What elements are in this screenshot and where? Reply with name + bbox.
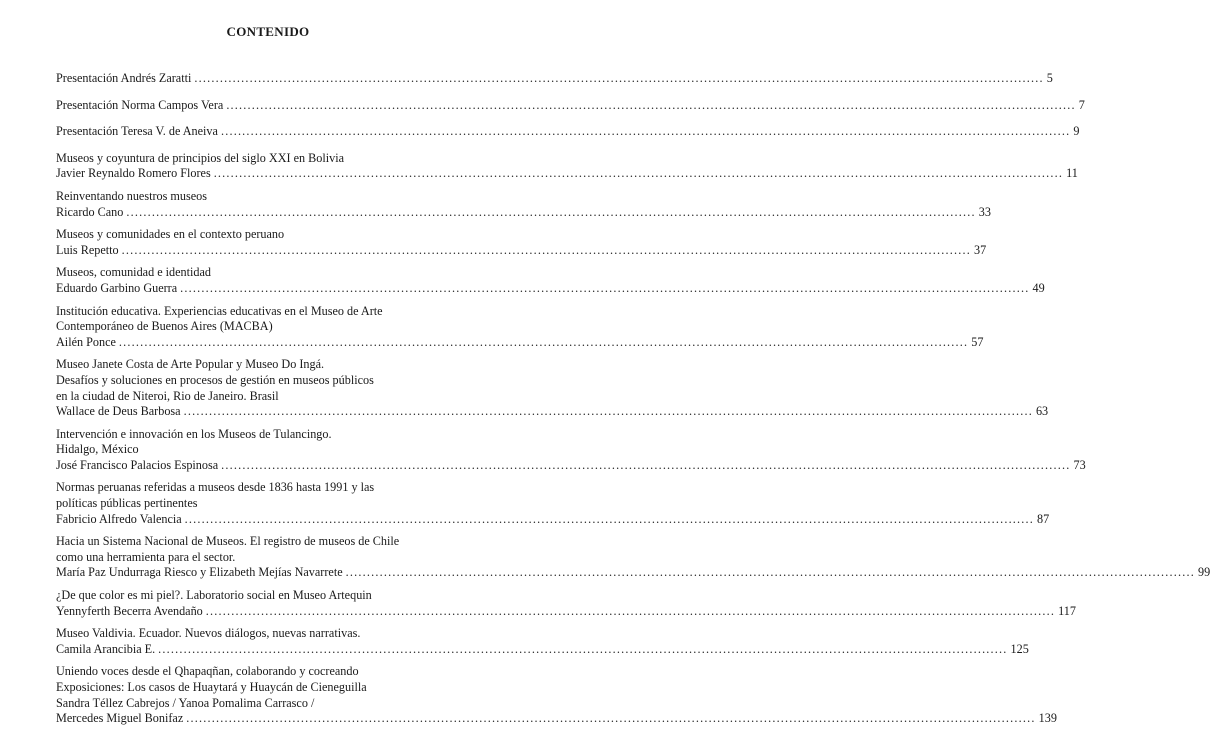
toc-entry[interactable] bbox=[56, 265, 1045, 296]
toc-entry-line: Museos y comunidades en el contexto peruano bbox=[56, 227, 285, 242]
toc-entry-leader-line bbox=[56, 565, 1210, 581]
toc-entry-author: Camila Arancibia E. bbox=[56, 641, 156, 656]
toc-entry-leader-line bbox=[56, 603, 1076, 620]
toc-entry[interactable] bbox=[56, 426, 1086, 474]
toc-entry-leader-line bbox=[56, 242, 987, 259]
toc-entry-author: Presentación Teresa V. de Aneiva bbox=[56, 124, 218, 139]
dot-leader: ........................................................................................................................................................................................................ bbox=[213, 166, 1064, 181]
toc-entry[interactable] bbox=[56, 150, 1078, 182]
toc-entry-leader-line bbox=[56, 166, 1078, 182]
page-number: 9 bbox=[1073, 124, 1080, 139]
toc-entry-leader-line bbox=[56, 71, 1053, 87]
toc-entry-leader-line bbox=[56, 641, 1029, 658]
toc-entry[interactable] bbox=[56, 588, 1076, 619]
toc-entry[interactable] bbox=[56, 303, 984, 351]
dot-leader: ........................................................................................................................................................................................................ bbox=[221, 457, 1071, 472]
toc-entry[interactable] bbox=[56, 227, 987, 258]
dot-leader: ........................................................................................................................................................................................................ bbox=[118, 334, 969, 349]
page-number: 11 bbox=[1066, 166, 1078, 181]
toc-entry-author: María Paz Undurraga Riesco y Elizabeth Mejías Navarrete bbox=[56, 565, 343, 580]
toc-entry-line: Institución educativa. Experiencias educativas en el Museo de Arte bbox=[56, 303, 383, 318]
dot-leader: ........................................................................................................................................................................................................ bbox=[226, 97, 1076, 112]
dot-leader: ........................................................................................................................................................................................................ bbox=[186, 711, 1036, 726]
toc-entry-leader-line bbox=[56, 280, 1045, 297]
toc-entry-author: Luis Repetto bbox=[56, 242, 119, 257]
toc-entry-author: José Francisco Palacios Espinosa bbox=[56, 457, 219, 472]
page-number: 99 bbox=[1198, 565, 1210, 580]
toc-entry-line: Museo Valdivia. Ecuador. Nuevos diálogos, nuevas narrativas. bbox=[56, 626, 361, 641]
dot-leader: ........................................................................................................................................................................................................ bbox=[158, 641, 1008, 656]
toc-entry[interactable] bbox=[56, 664, 1057, 726]
dot-leader: ........................................................................................................................................................................................................ bbox=[121, 242, 971, 257]
toc-entry-line: Hacia un Sistema Nacional de Museos. El registro de museos de Chile bbox=[56, 534, 400, 549]
toc-entry-author: Yennyferth Becerra Avendaño bbox=[56, 603, 203, 618]
toc-entry-line: en la ciudad de Niteroi, Rio de Janeiro. Brasil bbox=[56, 388, 279, 403]
toc-entry[interactable] bbox=[56, 626, 1029, 657]
toc-entry-line: Reinventando nuestros museos bbox=[56, 188, 207, 203]
page-number: 37 bbox=[974, 242, 987, 257]
toc-entry-line: Museos y coyuntura de principios del siglo XXI en Bolivia bbox=[56, 150, 345, 165]
dot-leader: ........................................................................................................................................................................................................ bbox=[126, 204, 976, 219]
toc-entry-author: Fabricio Alfredo Valencia bbox=[56, 511, 182, 526]
page-number: 7 bbox=[1078, 97, 1085, 112]
toc-entry-line: Hidalgo, México bbox=[56, 442, 139, 457]
toc-entry[interactable] bbox=[56, 124, 1080, 140]
page-number: 117 bbox=[1058, 603, 1076, 618]
toc-entry-line: Museos, comunidad e identidad bbox=[56, 265, 212, 280]
toc-entry-author: Javier Reynaldo Romero Flores bbox=[56, 166, 211, 181]
toc-entry-line: Normas peruanas referidas a museos desde 1836 hasta 1991 y las bbox=[56, 480, 375, 495]
page-number: 139 bbox=[1038, 711, 1057, 726]
dot-leader: ........................................................................................................................................................................................................ bbox=[205, 603, 1056, 618]
toc-entry-leader-line bbox=[56, 511, 1050, 528]
dot-leader: ........................................................................................................................................................................................................ bbox=[183, 404, 1033, 419]
toc-entry-line: Contemporáneo de Buenos Aires (MACBA) bbox=[56, 319, 273, 334]
toc-entry-line: ¿De que color es mi piel?. Laboratorio social en Museo Artequin bbox=[56, 588, 372, 603]
dot-leader: ........................................................................................................................................................................................................ bbox=[194, 71, 1044, 85]
page-number: 87 bbox=[1037, 511, 1050, 526]
toc-entry-leader-line bbox=[56, 124, 1080, 140]
toc-entry-line: como una herramienta para el sector. bbox=[56, 549, 236, 564]
toc-entry[interactable] bbox=[56, 534, 1210, 581]
toc-entry-author: Eduardo Garbino Guerra bbox=[56, 280, 178, 295]
dot-leader: ........................................................................................................................................................................................................ bbox=[180, 280, 1030, 295]
page-number: 125 bbox=[1010, 641, 1029, 656]
dot-leader: ........................................................................................................................................................................................................ bbox=[345, 565, 1196, 580]
toc-entry-author: Presentación Andrés Zaratti bbox=[56, 71, 192, 85]
toc-entry-line: Intervención e innovación en los Museos de Tulancingo. bbox=[56, 426, 332, 441]
toc-entry-author: Wallace de Deus Barbosa bbox=[56, 404, 181, 419]
toc-entry-leader-line bbox=[56, 204, 991, 221]
toc-entry-leader-line bbox=[56, 97, 1085, 114]
toc-entry-line: Exposiciones: Los casos de Huaytará y Huaycán de Cieneguilla bbox=[56, 680, 367, 694]
toc-entry-leader-line bbox=[56, 711, 1057, 727]
page-number: 33 bbox=[978, 204, 991, 219]
toc-entry[interactable] bbox=[56, 188, 991, 220]
page-number: 63 bbox=[1035, 404, 1049, 419]
toc-entry[interactable] bbox=[56, 480, 1050, 527]
toc-entry-leader-line bbox=[56, 404, 1049, 420]
page-number: 57 bbox=[971, 334, 984, 349]
toc-entry-leader-line bbox=[56, 457, 1086, 474]
toc-entry-line: Museo Janete Costa de Arte Popular y Museo Do Ingá. bbox=[56, 357, 325, 372]
toc-entry[interactable] bbox=[56, 97, 1085, 114]
toc-entry-author: Mercedes Miguel Bonifaz bbox=[56, 711, 184, 726]
toc-entry-author: Presentación Norma Campos Vera bbox=[56, 97, 224, 112]
page-number: 5 bbox=[1046, 71, 1053, 85]
page-number: 73 bbox=[1073, 457, 1086, 472]
toc-entry-line: Sandra Téllez Cabrejos / Yanoa Pomalima Carrasco / bbox=[56, 695, 315, 710]
dot-leader: ........................................................................................................................................................................................................ bbox=[184, 511, 1035, 526]
toc-entry[interactable] bbox=[56, 71, 1053, 87]
toc-entry-author: Ailén Ponce bbox=[56, 334, 116, 349]
toc-entry[interactable] bbox=[56, 357, 1049, 419]
toc-entry-line: Desafíos y soluciones en procesos de gestión en museos públicos bbox=[56, 372, 374, 387]
page-number: 49 bbox=[1032, 280, 1045, 295]
table-of-contents bbox=[56, 71, 1210, 734]
toc-entry-leader-line bbox=[56, 334, 984, 351]
toc-entry-line: políticas públicas pertinentes bbox=[56, 496, 198, 511]
toc-entry-line: Uniendo voces desde el Qhapaqñan, colaborando y cocreando bbox=[56, 664, 359, 679]
toc-entry-author: Ricardo Cano bbox=[56, 204, 124, 219]
dot-leader: ........................................................................................................................................................................................................ bbox=[220, 124, 1071, 139]
page-title: CONTENIDO bbox=[226, 24, 310, 39]
